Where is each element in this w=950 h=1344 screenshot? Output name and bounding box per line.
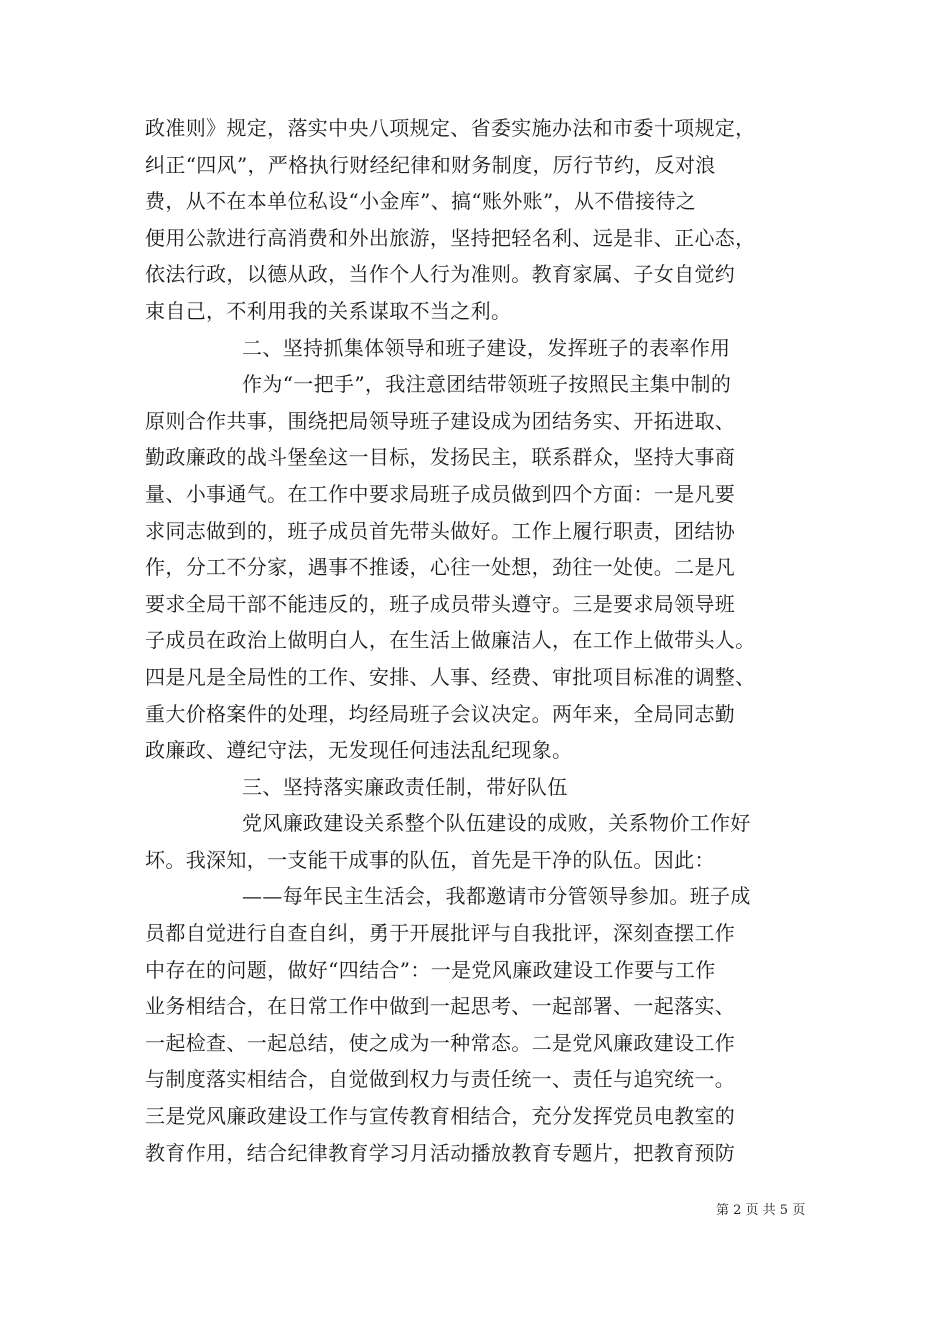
- text-line: 费，从不在本单位私设“小金库”、搞“账外账”，从不借接待之: [145, 189, 697, 214]
- text-line: 束自己，不利用我的关系谋取不当之利。: [145, 298, 512, 323]
- text-line: 中存在的问题，做好“四结合”：一是党风廉政建设工作要与工作: [145, 957, 716, 982]
- text-line: 三是党风廉政建设工作与宣传教育相结合，充分发挥党员电教室的: [145, 1104, 736, 1129]
- text-line: 坏。我深知，一支能干成事的队伍，首先是干净的队伍。因此：: [145, 847, 715, 872]
- text-line: 业务相结合，在日常工作中做到一起思考、一起部署、一起落实、: [145, 994, 736, 1019]
- text-line: 一起检查、一起总结，使之成为一种常态。二是党风廉政建设工作: [145, 1030, 736, 1055]
- text-line: 二、坚持抓集体领导和班子建设，发挥班子的表率作用: [242, 335, 731, 360]
- text-line: 政准则》规定，落实中央八项规定、省委实施办法和市委十项规定，: [145, 116, 756, 140]
- text-line: 量、小事通气。在工作中要求局班子成员做到四个方面：一是凡要: [145, 481, 736, 506]
- page-number: 第 2 页 共 5 页: [716, 1203, 806, 1218]
- text-line: 作，分工不分家，遇事不推诿，心往一处想，劲往一处使。二是凡: [145, 555, 736, 580]
- text-line: 纠正“四风”，严格执行财经纪律和财务制度，厉行节约，反对浪: [145, 152, 716, 177]
- text-line: 员都自觉进行自查自纠，勇于开展批评与自我批评，深刻查摆工作: [145, 921, 736, 946]
- text-line: 政廉政、遵纪守法，无发现任何违法乱纪现象。: [145, 738, 573, 763]
- text-line: 原则合作共事，围绕把局领导班子建设成为团结务实、开拓进取、: [145, 408, 736, 433]
- text-line: 与制度落实相结合，自觉做到权力与责任统一、责任与追究统一。: [145, 1067, 736, 1092]
- document-body: [145, 110, 810, 1171]
- text-line: ——每年民主生活会，我都邀请市分管领导参加。班子成: [242, 884, 751, 909]
- text-line: 重大价格案件的处理，均经局班子会议决定。两年来，全局同志勤: [145, 701, 736, 726]
- text-line: 便用公款进行高消费和外出旅游，坚持把轻名利、远是非、正心态，: [145, 225, 756, 250]
- text-line: 要求全局干部不能违反的，班子成员带头遵守。三是要求局领导班: [145, 591, 736, 616]
- text-line: 子成员在政治上做明白人，在生活上做廉洁人，在工作上做带头人。: [145, 628, 756, 653]
- text-line: 作为“一把手”，我注意团结带领班子按照民主集中制的: [242, 372, 732, 397]
- text-line: 三、坚持落实廉政责任制，带好队伍: [242, 774, 568, 799]
- text-line: 四是凡是全局性的工作、安排、人事、经费、审批项目标准的调整、: [145, 664, 756, 689]
- text-line: 党风廉政建设关系整个队伍建设的成败，关系物价工作好: [242, 811, 751, 836]
- text-line: 教育作用，结合纪律教育学习月活动播放教育专题片，把教育预防: [145, 1140, 736, 1165]
- text-line: 求同志做到的，班子成员首先带头做好。工作上履行职责，团结协: [145, 518, 736, 543]
- text-line: 勤政廉政的战斗堡垒这一目标，发扬民主，联系群众，坚持大事商: [145, 445, 736, 470]
- text-line: 依法行政，以德从政，当作个人行为准则。教育家属、子女自觉约: [145, 262, 736, 287]
